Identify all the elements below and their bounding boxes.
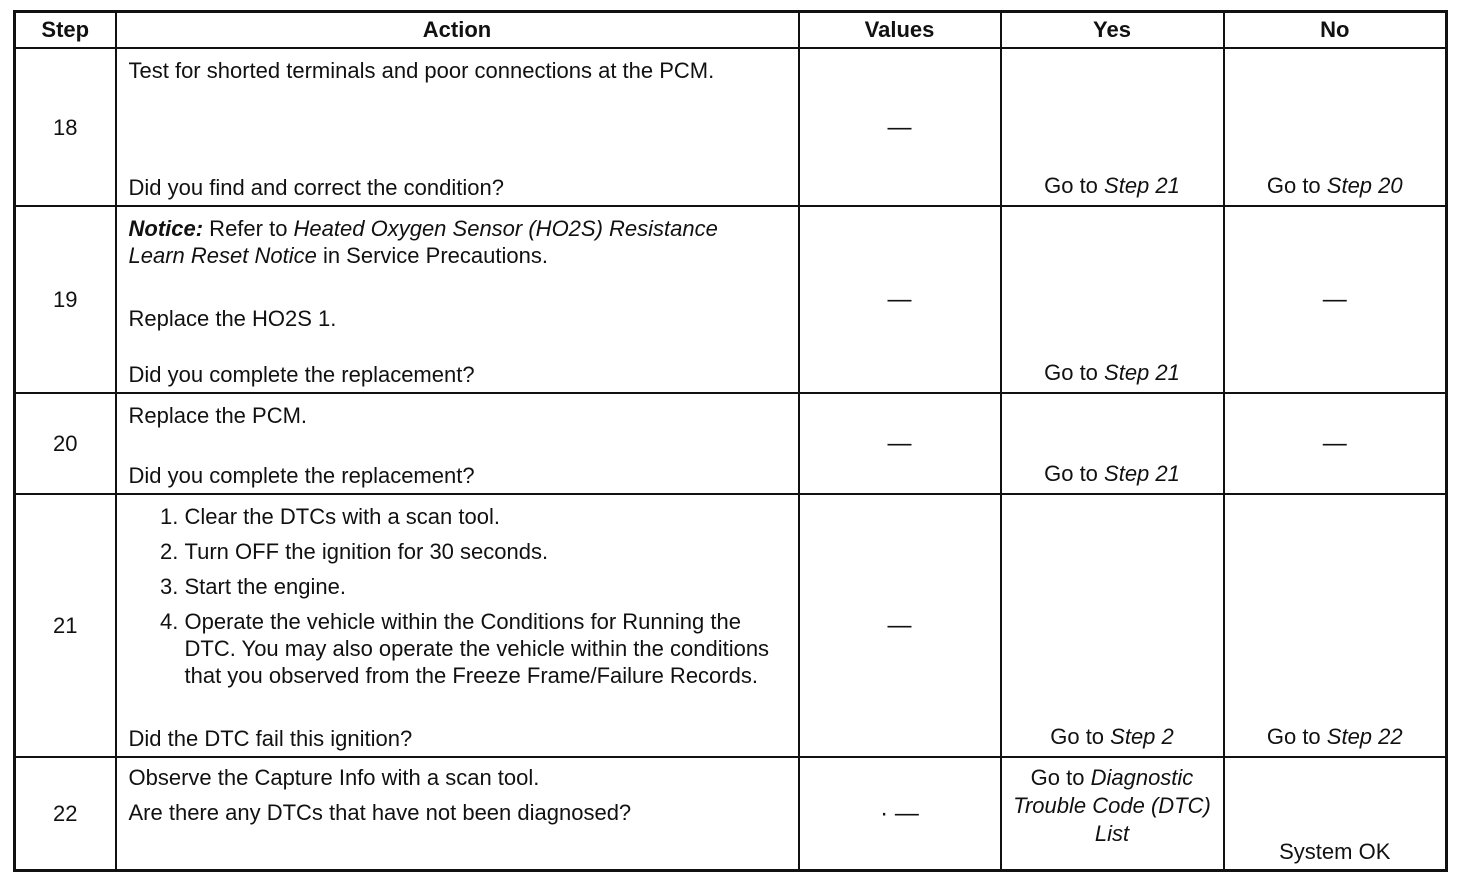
no-prefix: Go to <box>1266 724 1327 749</box>
list-item: 4. Operate the vehicle within the Conditions for Running the DTC. You may also operate the vehicle within the conditions that you observed from the Freeze Frame/Failure Records. <box>185 608 788 689</box>
values-cell: — <box>799 393 1001 494</box>
yes-prefix: Go to <box>1044 360 1105 385</box>
step-number: 20 <box>15 393 116 494</box>
table-row-step-20 <box>15 393 1447 494</box>
header-yes: Yes <box>1001 12 1224 49</box>
diagnostic-table <box>13 10 1448 872</box>
question-text: Did you find and correct the condition? <box>128 175 504 200</box>
action-cell <box>116 757 799 871</box>
yes-link[interactable]: Step 21 <box>1104 173 1180 198</box>
table-row-step-18 <box>15 48 1447 206</box>
no-cell <box>1224 494 1447 757</box>
diagnostic-table-container <box>13 10 1445 872</box>
yes-cell <box>1001 757 1224 871</box>
action-cell <box>116 494 799 757</box>
yes-cell <box>1001 206 1224 393</box>
question-text: Did the DTC fail this ignition? <box>128 726 413 751</box>
step-number: 21 <box>15 494 116 757</box>
step-number: 19 <box>15 206 116 393</box>
table-row-step-21 <box>15 494 1447 757</box>
no-cell: System OK <box>1224 757 1447 871</box>
action-text: Replace the HO2S 1. <box>128 306 337 331</box>
yes-cell <box>1001 393 1224 494</box>
notice-reference-link[interactable]: Heated Oxygen Sensor (HO2S) Resistance Learn Reset Notice <box>128 216 718 268</box>
no-link[interactable]: Step 22 <box>1326 724 1403 749</box>
header-action: Action <box>116 12 799 49</box>
yes-cell <box>1001 494 1224 757</box>
action-text: Test for shorted terminals and poor connections at the PCM. <box>128 58 715 83</box>
action-text: Replace the PCM. <box>128 403 308 428</box>
question-text: Did you complete the replacement? <box>128 463 475 488</box>
no-prefix: Go to <box>1266 173 1327 198</box>
procedure-list <box>129 503 788 695</box>
notice-label: Notice: <box>128 216 204 241</box>
header-no: No <box>1224 12 1447 49</box>
no-link[interactable]: Step 20 <box>1326 173 1403 198</box>
action-cell <box>116 206 799 393</box>
list-item: 3. Start the engine. <box>185 573 788 600</box>
list-item: 2. Turn OFF the ignition for 30 seconds. <box>185 538 788 565</box>
yes-cell <box>1001 48 1224 206</box>
values-cell: · — <box>799 757 1001 871</box>
yes-link[interactable]: Step 21 <box>1104 461 1180 486</box>
values-cell: — <box>799 48 1001 206</box>
notice-pre: Refer to <box>203 216 294 241</box>
header-values: Values <box>799 12 1001 49</box>
values-cell: — <box>799 206 1001 393</box>
notice-post: in Service Precautions. <box>316 243 548 268</box>
notice-text <box>129 215 769 269</box>
action-text: Observe the Capture Info with a scan tool. <box>128 765 540 790</box>
table-row-step-19 <box>15 206 1447 393</box>
step-number: 18 <box>15 48 116 206</box>
yes-link[interactable]: Diagnostic Trouble Code (DTC) List <box>1013 765 1211 846</box>
question-text: Did you complete the replacement? <box>128 362 475 387</box>
no-cell <box>1224 48 1447 206</box>
question-text: Are there any DTCs that have not been diagnosed? <box>128 800 632 825</box>
yes-prefix: Go to <box>1030 765 1091 790</box>
action-cell <box>116 48 799 206</box>
no-cell: — <box>1224 393 1447 494</box>
yes-link[interactable]: Step 2 <box>1110 724 1174 749</box>
no-cell: — <box>1224 206 1447 393</box>
action-cell <box>116 393 799 494</box>
header-step: Step <box>15 12 116 49</box>
header-row <box>15 12 1447 49</box>
yes-prefix: Go to <box>1044 173 1105 198</box>
step-number: 22 <box>15 757 116 871</box>
yes-link[interactable]: Step 21 <box>1104 360 1180 385</box>
yes-prefix: Go to <box>1044 461 1105 486</box>
list-item: 1. Clear the DTCs with a scan tool. <box>185 503 788 530</box>
table-row-step-22 <box>15 757 1447 871</box>
yes-prefix: Go to <box>1050 724 1111 749</box>
values-cell: — <box>799 494 1001 757</box>
